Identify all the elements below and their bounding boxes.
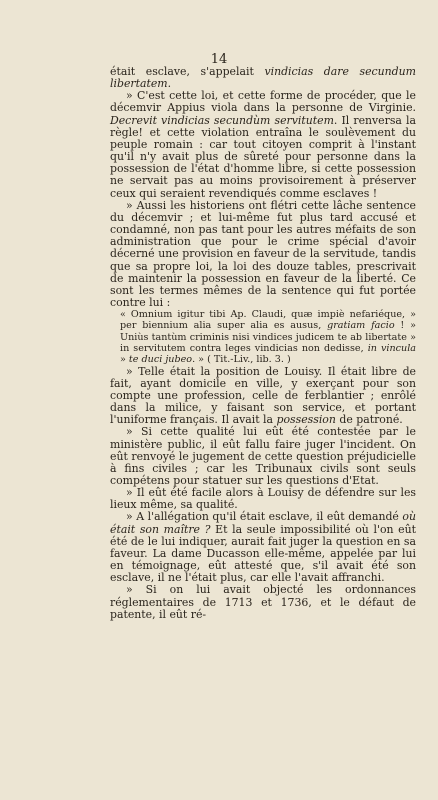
text-run: » Si on lui avait objecté les ordonnances réglementaires de 1713 et 1736, et le défaut de patente, il eût ré-: [110, 583, 416, 621]
italic-text: te duci jubeo: [128, 354, 193, 366]
text-run: » Si cette qualité lui eût été contestée par le ministère public, il eût fallu faire juger l'incident. On eût renvoyé le jugement de cette question préjudicielle à fins civiles ; car les Tribunaux civils sont seuls compétens pour statuer sur les questions d'Etat.: [110, 425, 416, 488]
text-run: .: [167, 77, 172, 91]
paragraph: [110, 66, 416, 90]
paragraph: [110, 511, 416, 584]
text-run: » Il eût été facile alors à Louisy de défendre sur les lieux même, sa qualité.: [110, 486, 416, 512]
italic-text: où était son maître ?: [110, 510, 416, 536]
text-run: »: [120, 354, 129, 366]
text-run: de patroné.: [335, 413, 403, 427]
text-run: « Omnium igitur tibi Ap. Claudi, quæ impiè nefariéque, » per biennium alia super alia es ausus,: [120, 309, 416, 332]
paragraph: [110, 200, 416, 309]
paragraph: [110, 366, 416, 427]
paragraph: [110, 584, 416, 620]
italic-text: possession: [276, 413, 336, 427]
text-run: ! » Uniùs tantùm criminis nisi vindices judicem te ab libertate » in servitutem contra leges vindicias non dedisse,: [120, 320, 416, 355]
text-run: » Aussi les historiens ont flétri cette lâche sentence du décemvir ; et lui-même fut plus tard accusé et condamné, non pas tant pour les autres méfaits de son administration que pour le crime spécial d'avoir décerné une provision en faveur de la servitude, tandis que sa propre loi, la loi des douze tables, prescrivait de maintenir la possession en faveur de la liberté. Ce sont les termes mêmes de la sentence qui fut portée contre lui :: [110, 198, 416, 309]
text-run: Et la seule impossibilité où l'on eût été de le lui indiquer, aurait fait juger la question en sa faveur. La dame Ducasson elle-même, appelée par lui en témoignage, eût attesté que, s'il avait été son esclave, il ne l'était plus, car elle l'avait affranchi.: [110, 522, 416, 585]
italic-text: vindicias dare secundum libertatem: [110, 65, 416, 91]
body-text: [110, 66, 416, 621]
text-run: » Telle était la position de Louisy. Il était libre de fait, ayant domicile en ville, y exerçant pour son compte une profession, celle de ferblantier ; enrôlé dans la milice, y faisant son service, et portant l'uniforme français. Il avait la: [110, 364, 416, 427]
latin-quotation: [120, 309, 416, 365]
text-run: » A l'allégation qu'il était esclave, il eût demandé: [126, 510, 403, 524]
italic-text: in vincula: [367, 343, 417, 355]
page-number: 14: [210, 52, 228, 67]
paragraph: [110, 426, 416, 487]
italic-text: gratiam facio: [327, 320, 395, 332]
italic-text: Decrevit vindicias secundùm servitutem: [110, 113, 334, 127]
paragraph: [110, 90, 416, 199]
text-run: était esclave, s'appelait: [110, 65, 265, 78]
text-run: . Il renversa la règle! et cette violation entraîna le soulèvement du peuple romain : car tout citoyen comprit à l'instant qu'il n'y avait plus de sûreté pour personne dans la possession de l'état d'homme libre, si cette possession ne servait pas au moins provisoirement à préserver ceux qui seraient revendiqués comme esclaves !: [110, 113, 416, 200]
text-run: . » ( Tit.-Liv., lib. 3. ): [192, 354, 291, 366]
text-run: » C'est cette loi, et cette forme de procéder, que le décemvir Appius viola dans la personne de Virginie.: [110, 89, 416, 115]
paragraph: [110, 487, 416, 511]
